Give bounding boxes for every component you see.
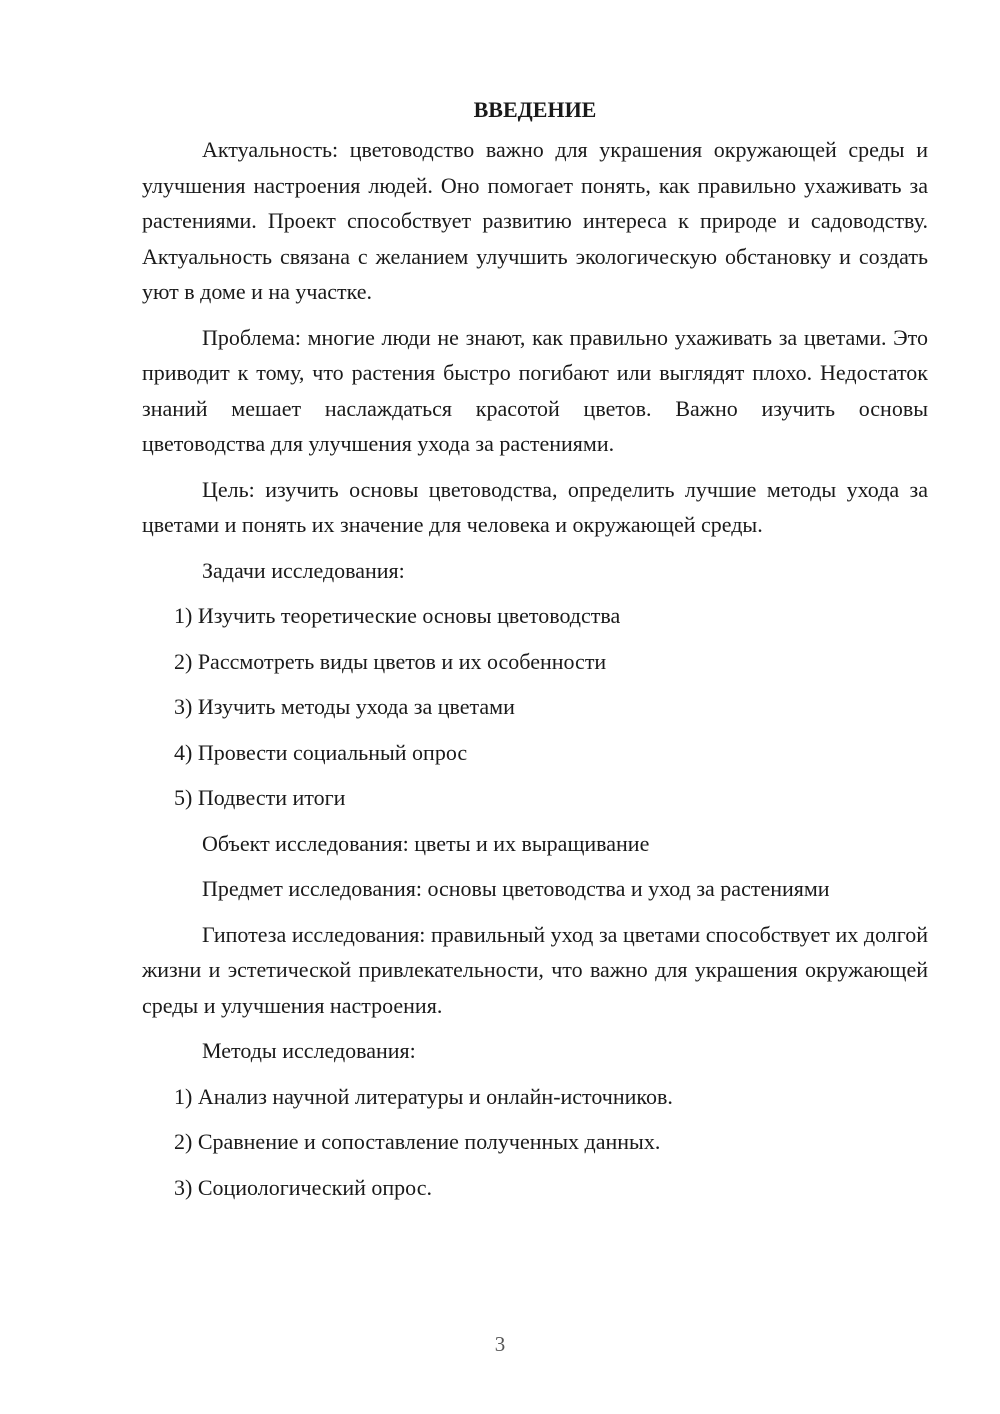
- research-object: Объект исследования: цветы и их выращивание: [202, 830, 650, 856]
- document-page: [142, 92, 928, 1215]
- task-item: 1) Изучить теоретические основы цветоводства: [174, 603, 621, 628]
- tasks-list: [142, 598, 928, 816]
- methods-heading: Методы исследования:: [202, 1038, 416, 1063]
- task-item: 2) Рассмотреть виды цветов и их особенности: [174, 648, 607, 674]
- methods-list: [142, 1079, 928, 1206]
- research-subject: Предмет исследования: основы цветоводства и уход за растениями: [202, 876, 830, 901]
- goal-paragraph: Цель: изучить основы цветоводства, определить лучшие методы ухода за цветами и понять их значение для человека и окружающей среды.: [142, 476, 928, 537]
- relevance-paragraph: Актуальность: цветоводство важно для украшения окружающей среды и улучшения настроения людей. Оно помогает понять, как правильно ухаживать за растениями. Проект способствует развитию интереса к природе и садоводству. Актуальность связана с желанием улучшить экологическую обстановку и создать уют в доме и на участке.: [142, 137, 928, 304]
- section-title: ВВЕДЕНИЕ: [473, 97, 597, 122]
- method-item: 3) Социологический опрос.: [174, 1174, 432, 1200]
- tasks-heading: Задачи исследования:: [202, 557, 405, 583]
- task-item: 5) Подвести итоги: [174, 785, 346, 810]
- task-item: 4) Провести социальный опрос: [174, 739, 468, 765]
- method-item: 2) Сравнение и сопоставление полученных данных.: [174, 1129, 661, 1154]
- hypothesis-paragraph: Гипотеза исследования: правильный уход за цветами способствует их долгой жизни и эстетической привлекательности, что важно для украшения окружающей среды и улучшения настроения.: [142, 921, 928, 1018]
- problem-paragraph: Проблема: многие люди не знают, как правильно ухаживать за цветами. Это приводит к тому, что растения быстро погибают или выглядят плохо. Недостаток знаний мешает наслаждаться красотой цветов. Важно изучить основы цветоводства для улучшения ухода за растениями.: [142, 324, 928, 456]
- task-item: 3) Изучить методы ухода за цветами: [174, 694, 515, 719]
- method-item: 1) Анализ научной литературы и онлайн-источников.: [174, 1083, 673, 1109]
- page-number: 3: [494, 1332, 506, 1356]
